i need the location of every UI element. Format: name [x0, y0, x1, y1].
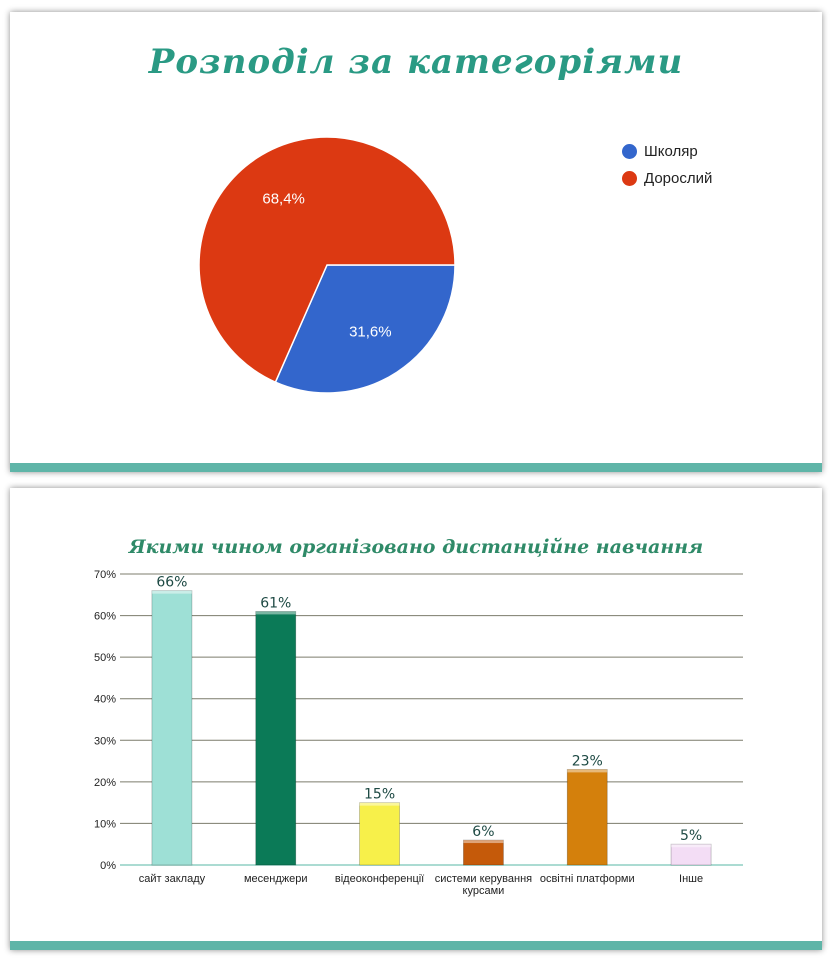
y-tick-label: 30% — [93, 735, 116, 748]
slide-distance-learning — [10, 488, 822, 950]
legend-label-adult: Дорослий — [644, 170, 713, 187]
pie-legend — [622, 138, 712, 192]
legend-item-pupil — [622, 138, 712, 165]
bar-highlight — [256, 611, 296, 614]
x-tick-label: сайт закладу — [138, 873, 206, 885]
legend-label-pupil: Школяр — [644, 143, 698, 160]
y-tick-label: 0% — [100, 860, 116, 872]
bar-data-label: 61% — [260, 595, 292, 612]
bar — [256, 611, 296, 865]
y-tick-label: 10% — [93, 818, 116, 831]
bar-data-label: 15% — [364, 786, 396, 803]
slide-category-distribution — [10, 12, 822, 472]
bar — [152, 591, 192, 865]
bar-highlight — [463, 840, 503, 843]
bar-data-label: 23% — [571, 753, 603, 770]
bar — [463, 840, 503, 865]
bar-data-label: 5% — [679, 828, 703, 845]
bar — [360, 803, 400, 865]
y-tick-label: 50% — [93, 652, 116, 665]
legend-dot-pupil — [622, 144, 637, 159]
y-tick-label: 20% — [93, 776, 116, 789]
x-tick-label: освітні платформи — [539, 873, 635, 885]
bar — [567, 769, 607, 865]
bar-highlight — [152, 591, 192, 594]
pie-chart — [10, 12, 822, 472]
bar — [671, 844, 711, 865]
x-tick-label: месенджери — [243, 873, 308, 885]
legend-item-adult — [622, 165, 712, 192]
bar-chart-title: Якими чином організовано дистанційне навчання — [128, 536, 704, 558]
y-tick-label: 40% — [93, 693, 116, 706]
legend-dot-adult — [622, 171, 637, 186]
bar-data-label: 66% — [156, 574, 188, 591]
x-tick-label: відеоконференції — [334, 873, 425, 885]
x-tick-label: курсами — [462, 885, 505, 897]
x-tick-label: системи керування — [434, 873, 533, 885]
bar-chart — [10, 488, 822, 950]
pie-chart-title: Розподіл за категоріями — [148, 42, 684, 82]
pie-label-adult: 68,4% — [262, 190, 305, 208]
bar-highlight — [360, 803, 400, 806]
bar-highlight — [567, 769, 607, 772]
x-tick-label: Інше — [679, 873, 704, 885]
y-tick-label: 60% — [93, 610, 116, 623]
y-tick-label: 70% — [93, 569, 116, 581]
bar-highlight — [671, 844, 711, 847]
pie-label-pupil: 31,6% — [349, 323, 392, 341]
bar-data-label: 6% — [472, 824, 495, 841]
